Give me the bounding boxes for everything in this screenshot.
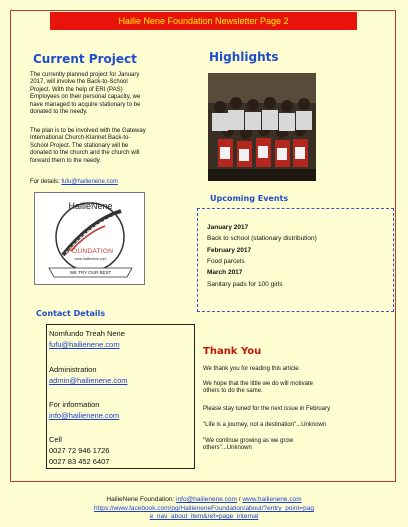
footer-facebook-link[interactable]: https://www.facebook.com/pg/HailieneneFoundation/about/?entry_point=pag e_nav_about_item&ref=page_internal [94,505,314,520]
event-item-3: Sanitary pads for 100 girls [207,281,283,288]
details-line: For details: fufu@hailienene.com [30,179,118,185]
current-project-paragraph-2: The plan is to be involved with the Gateway International Church-Klarinet Back-to- School Project. The stationary will be donated to the church and the church will forward them to the needy. [30,128,146,164]
contact-details-box [46,324,195,469]
foundation-logo [34,192,145,285]
upcoming-events-heading: Upcoming Events [210,194,289,203]
quote-2: "We continue growing as we grow others"...Unknown [203,438,294,452]
thank-you-paragraph-3: Please stay tuned for the next issue in February [203,406,331,412]
logo-tagline: WE TRY OUR BEST [69,270,112,275]
event-month-1: January 2017 [207,224,249,231]
cell-number-1: 0027 72 946 1726 [49,446,110,455]
contact-name: Nomfundo Treah Nene [49,329,125,338]
upcoming-events-box [197,208,394,312]
event-item-2: Food parcels [207,258,245,265]
contact-details-heading: Contact Details [36,309,106,318]
highlights-photo [208,73,316,181]
logo-name: HailieNene [68,201,113,211]
logo-website: www.hailienene.com [74,257,107,261]
info-label: For information [49,400,100,409]
info-email-link[interactable]: info@hailienene.com [49,411,120,420]
current-project-heading: Current Project [33,52,137,66]
group-photo-image [208,73,316,181]
admin-label: Administration [49,365,97,374]
thank-you-paragraph-2: We hope that the little we do will motivate others to do the same. [203,381,313,395]
event-month-2: February 2017 [207,247,252,254]
logo-foundation-text: FOUNDATION [67,248,114,255]
newsletter-title-bar: Hailie Nene Foundation Newsletter Page 2 [50,12,357,30]
details-email-link[interactable]: fufu@hailienene.com [61,179,118,185]
thank-you-paragraph-1: We thank you for reading this article. [203,366,301,372]
event-item-1: Back to school (stationary distribution) [207,235,317,242]
cell-label: Cell [49,435,62,444]
footer-email-link[interactable]: info@hailienene.com [176,496,237,503]
thank-you-heading: Thank You [203,346,262,357]
footer-contact-line: HailieNene Foundation: info@hailienene.com / www.hailienene.com [106,496,302,503]
cell-number-2: 0027 83 452 6407 [49,457,110,466]
highlights-heading: Highlights [209,50,279,64]
admin-email-link[interactable]: admin@hailienene.com [49,376,128,385]
event-month-3: March 2017 [207,269,243,276]
current-project-paragraph-1: The currently planned project for January 2017, will involve the Back-to-School Project. With the help of ERI (PAS) Employees on their personal capacity, we have managed to acquire stationary to be donated to the needy. [30,72,141,116]
contact-name-email-link[interactable]: fufu@hailienene.com [49,340,120,349]
footer-website-link[interactable]: www.hailienene.com [242,496,302,503]
quote-1: "Life is a journey, not a destination"...Unknown [203,422,327,428]
